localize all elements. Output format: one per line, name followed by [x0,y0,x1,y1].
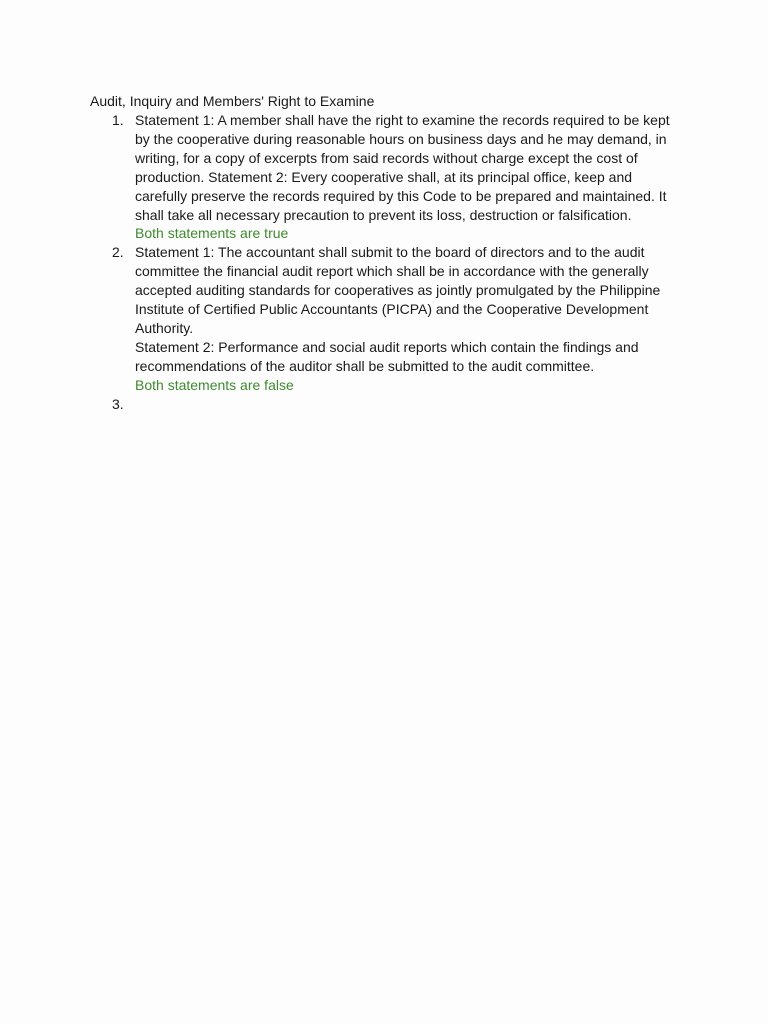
question-statement: Statement 2: Performance and social audit reports which contain the findings and recommendations of the auditor shall be submitted to the audit committee. [135,338,639,374]
question-statement: Statement 1: The accountant shall submit to the board of directors and to the audit committee the financial audit report which shall be in accordance with the generally accepted auditing standards for cooperatives as jointly promulgated by the Philippine Institute of Certified Public Accountants (PICPA) and the Cooperative Development Authority. [135,244,661,336]
document-title: Audit, Inquiry and Members' Right to Examine [90,93,375,109]
question-list [90,111,680,414]
answer-text: Both statements are true [135,225,289,242]
question-item-1 [90,111,680,243]
answer-text: Both statements are false [135,376,294,393]
question-number: 1. [112,112,124,128]
question-item-2 [90,243,680,394]
question-number: 3. [112,395,124,412]
question-statement: Statement 1: A member shall have the right to examine the records required to be kept by the cooperative during reasonable hours on business days and he may demand, in writing, for a copy of excerpts from said records without charge except the cost of production. Statement 2: Every cooperative shall, at its principal office, keep and carefully preserve the records required by this Code to be prepared and maintained. It shall take all necessary precaution to prevent its loss, destruction or falsification. [135,112,670,223]
question-item-3 [90,395,680,414]
question-number: 2. [112,244,124,261]
